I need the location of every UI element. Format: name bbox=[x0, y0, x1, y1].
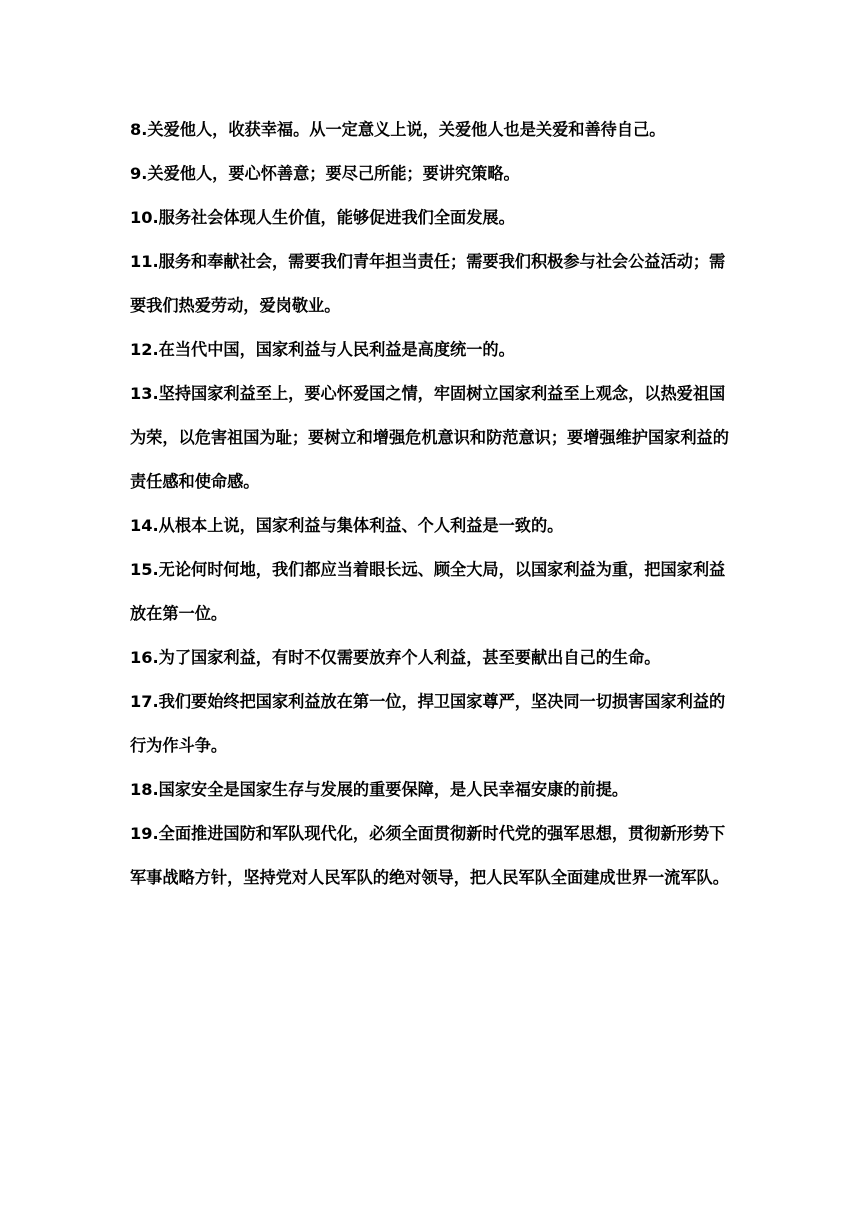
paragraph-item-10: 10.服务社会体现人生价值，能够促进我们全面发展。 bbox=[130, 208, 515, 227]
paragraph-item-11: 11.服务和奉献社会，需要我们青年担当责任；需要我们积极参与社会公益活动；需要我们热爱劳动，爱岗敬业。 bbox=[130, 252, 726, 315]
paragraph-item-15: 15.无论何时何地，我们都应当着眼长远、顾全大局，以国家利益为重，把国家利益放在第一位。 bbox=[130, 560, 726, 623]
paragraph-item-13: 13.坚持国家利益至上，要心怀爱国之情，牢固树立国家利益至上观念，以热爱祖国为荣，以危害祖国为耻；要树立和增强危机意识和防范意识；要增强维护国家利益的责任感和使命感。 bbox=[130, 384, 729, 491]
paragraph-item-16: 16.为了国家利益，有时不仅需要放弃个人利益，甚至要献出自己的生命。 bbox=[130, 648, 661, 667]
paragraph-item-17: 17.我们要始终把国家利益放在第一位，捍卫国家尊严，坚决同一切损害国家利益的行为作斗争。 bbox=[130, 692, 726, 755]
paragraph-item-14: 14.从根本上说，国家利益与集体利益、个人利益是一致的。 bbox=[130, 516, 564, 535]
paragraph-item-12: 12.在当代中国，国家利益与人民利益是高度统一的。 bbox=[130, 340, 515, 359]
paragraph-item-18: 18.国家安全是国家生存与发展的重要保障，是人民幸福安康的前提。 bbox=[130, 780, 629, 799]
document-body bbox=[130, 108, 735, 900]
paragraph-item-9: 9.关爱他人，要心怀善意；要尽己所能；要讲究策略。 bbox=[130, 164, 520, 183]
paragraph-item-8: 8.关爱他人，收获幸福。从一定意义上说，关爱他人也是关爱和善待自己。 bbox=[130, 120, 666, 139]
paragraph-item-19: 19.全面推进国防和军队现代化，必须全面贯彻新时代党的强军思想，贯彻新形势下军事战略方针，坚持党对人民军队的绝对领导，把人民军队全面建成世界一流军队。 bbox=[130, 824, 729, 887]
